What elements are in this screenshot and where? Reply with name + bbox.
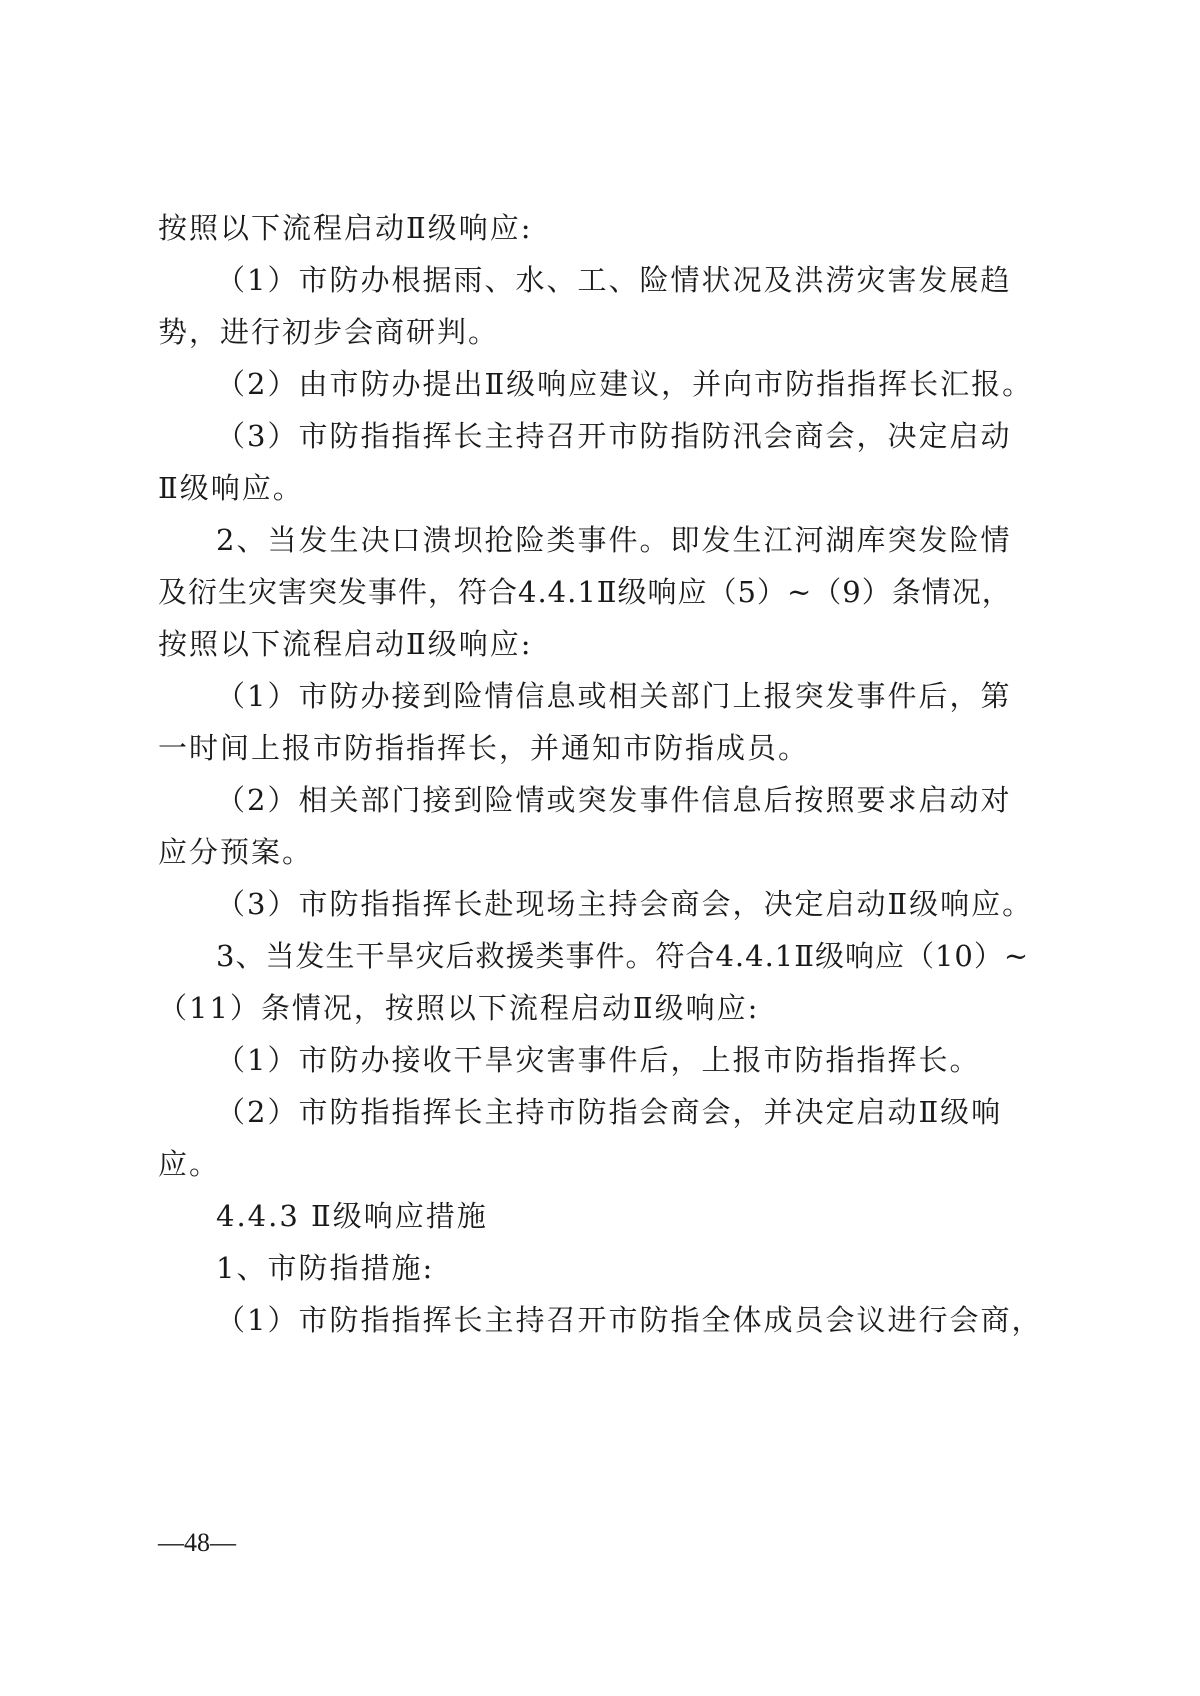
text-line: Ⅱ级响应。: [158, 471, 304, 505]
text-line: 一时间上报市防指指挥长，并通知市防指成员。: [158, 731, 810, 765]
text-line: 1、市防指措施:: [216, 1251, 435, 1285]
text-line: 应分预案。: [158, 835, 314, 869]
text-line: 应。: [158, 1147, 221, 1181]
text-line: 3、当发生干旱灾后救援类事件。符合4.4.1Ⅱ级响应（10）~: [216, 939, 1030, 973]
text-line: 2、当发生决口溃坝抢险类事件。即发生江河湖库突发险情: [216, 523, 1012, 557]
text-line: （2）由市防办提出Ⅱ级响应建议，并向市防指指挥长汇报。: [216, 367, 1034, 401]
text-line: 按照以下流程启动Ⅱ级响应:: [158, 211, 533, 245]
text-line: （2）市防指指挥长主持市防指会商会，并决定启动Ⅱ级响: [216, 1095, 1003, 1129]
text-line: 及衍生灾害突发事件，符合4.4.1Ⅱ级响应（5）~（9）条情况，: [158, 575, 1012, 609]
section-heading: 4.4.3 Ⅱ级响应措施: [216, 1199, 488, 1233]
text-line: （2）相关部门接到险情或突发事件信息后按照要求启动对: [216, 783, 1012, 817]
text-line: （11）条情况，按照以下流程启动Ⅱ级响应:: [158, 991, 760, 1025]
text-line: （1）市防办接收干旱灾害事件后，上报市防指指挥长。: [216, 1043, 981, 1077]
text-line: （3）市防指指挥长主持召开市防指防汛会商会，决定启动: [216, 419, 1012, 453]
text-line: 势，进行初步会商研判。: [158, 315, 500, 349]
text-line: （1）市防指指挥长主持召开市防指全体成员会议进行会商，: [216, 1303, 1043, 1337]
text-line: （3）市防指指挥长赴现场主持会商会，决定启动Ⅱ级响应。: [216, 887, 1034, 921]
text-line: （1）市防办接到险情信息或相关部门上报突发事件后，第: [216, 679, 1012, 713]
page-number: —48—: [158, 1528, 236, 1557]
text-line: （1）市防办根据雨、水、工、险情状况及洪涝灾害发展趋: [216, 263, 1012, 297]
text-line: 按照以下流程启动Ⅱ级响应:: [158, 627, 533, 661]
